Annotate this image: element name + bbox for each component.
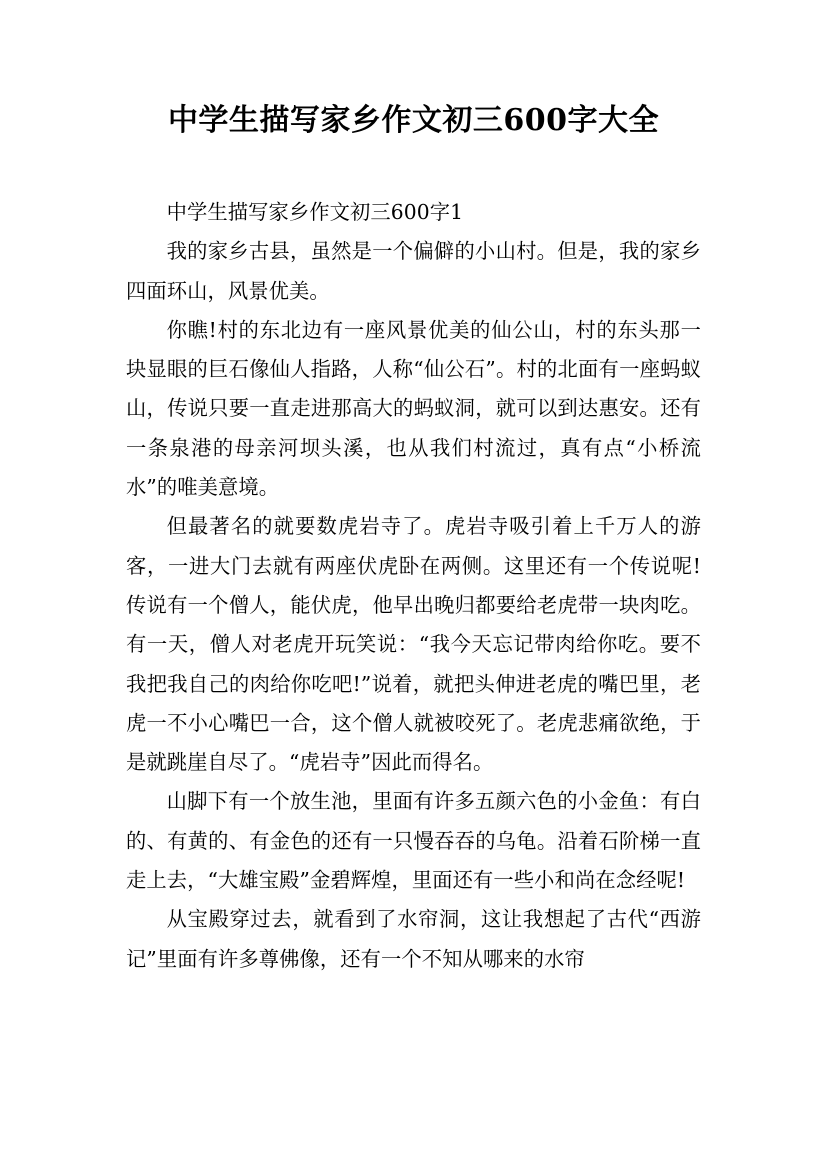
document-body: [126, 193, 701, 979]
paragraph: 从宝殿穿过去，就看到了水帘洞，这让我想起了古代“西游记”里面有许多尊佛像，还有一个不知从哪来的水帘: [126, 907, 701, 971]
paragraph: 我的家乡古县，虽然是一个偏僻的小山村。但是，我的家乡四面环山，风景优美。: [126, 239, 701, 303]
section-heading: 中学生描写家乡作文初三600字1: [166, 200, 464, 224]
paragraph: 山脚下有一个放生池，里面有许多五颜六色的小金鱼：有白的、有黄的、有金色的还有一只慢吞吞的乌龟。沿着石阶梯一直走上去，“大雄宝殿”金碧辉煌，里面还有一些小和尚在念经呢!: [126, 789, 701, 893]
paragraph: 你瞧!村的东北边有一座风景优美的仙公山，村的东头那一块显眼的巨石像仙人指路，人称“仙公石”。村的北面有一座蚂蚁山，传说只要一直走进那高大的蚂蚁洞，就可以到达惠安。还有一条泉港的母亲河坝头溪，也从我们村流过，真有点“小桥流水”的唯美意境。: [126, 317, 701, 500]
paragraph: 但最著名的就要数虎岩寺了。虎岩寺吸引着上千万人的游客，一进大门去就有两座伏虎卧在两侧。这里还有一个传说呢!传说有一个僧人，能伏虎，他早出晚归都要给老虎带一块肉吃。有一天，僧人对老虎开玩笑说：“我今天忘记带肉给你吃。要不我把我自己的肉给你吃吧!”说着，就把头伸进老虎的嘴巴里，老虎一不小心嘴巴一合，这个僧人就被咬死了。老虎悲痛欲绝，于是就跳崖自尽了。“虎岩寺”因此而得名。: [126, 514, 701, 775]
document-title: 中学生描写家乡作文初三600字大全: [167, 103, 660, 138]
